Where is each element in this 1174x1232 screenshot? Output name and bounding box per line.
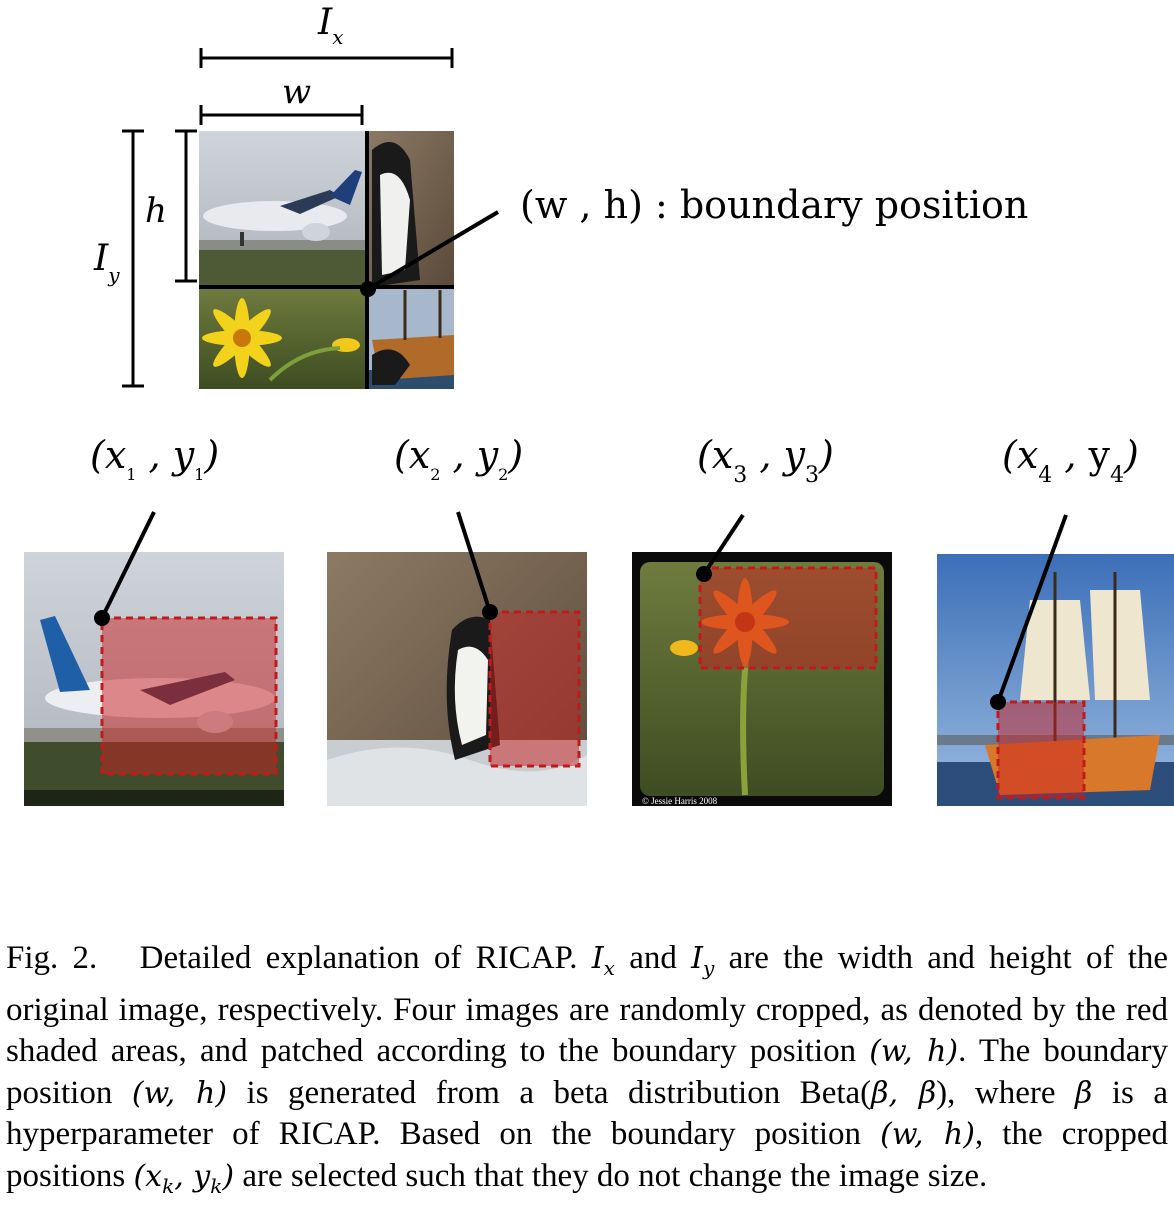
crop-point-2 xyxy=(482,604,498,620)
caption-text: are selected such that they do not change the image size. xyxy=(242,1157,988,1194)
caption-text: is a hyperparameter of RICAP. Based on the boundary position xyxy=(6,1074,1169,1152)
crop-region-2 xyxy=(490,612,579,766)
ship-tile xyxy=(367,287,454,389)
caption-text: ), where xyxy=(936,1074,1056,1111)
crop-point-4 xyxy=(990,694,1006,710)
caption-math-wh: (w, h) xyxy=(131,1075,228,1111)
Iy-label: $I_y$ xyxy=(94,238,120,287)
Ix-label: $I_x$ xyxy=(318,2,344,49)
height-dimension-h xyxy=(175,131,197,281)
caption-math-Ix: $I_x$ xyxy=(591,941,615,980)
caption-math-Iy: $I_y$ xyxy=(691,941,715,980)
caption-text: are the width and height of the original image, respectively. Four images are randomly cropped, as denoted by the red shaded areas, and patched according to the boundary position xyxy=(6,940,1169,1069)
caption-text: , the cropped positions xyxy=(6,1116,1168,1194)
crop-position-label-4: ($x_4$ , $y_4$) xyxy=(1002,433,1139,488)
airplane-photo xyxy=(24,552,284,806)
airplane-tile xyxy=(199,131,367,287)
flower-photo xyxy=(632,552,892,806)
h-label: h xyxy=(145,191,167,231)
height-dimension-Iy xyxy=(122,131,144,386)
photo-credit: © Jessie Harris 2008 xyxy=(642,796,718,806)
caption-text: is generated from a beta distribution Beta( xyxy=(246,1074,872,1111)
boundary-position-label: (w , h) : boundary position xyxy=(520,183,1029,227)
w-label: w xyxy=(282,72,312,112)
crop-point-1 xyxy=(94,610,110,626)
caption-math-wh: (w, h) xyxy=(880,1117,975,1152)
figure-label: Fig. 2. xyxy=(6,940,98,976)
crop-position-label-1: ($x_1$ , $y_1$) xyxy=(90,433,220,484)
penguin-photo xyxy=(327,552,587,806)
caption-text: and xyxy=(629,940,677,976)
ship-photo xyxy=(937,554,1174,806)
caption-text: . The boundary position xyxy=(6,1033,1169,1111)
caption-math-xkyk: ($x_k$, $y_k$) xyxy=(133,1158,235,1198)
figure-caption xyxy=(6,938,1168,1207)
width-dimension-Ix xyxy=(201,48,452,68)
caption-text: Detailed explanation of RICAP. xyxy=(139,940,578,976)
crop-region-3 xyxy=(700,568,876,668)
crop-region-1 xyxy=(102,618,276,774)
caption-math-beta-args: β, β xyxy=(871,1075,937,1111)
crop-region-4 xyxy=(998,702,1084,798)
crop-position-label-3: ($x_3$ , $y_3$) xyxy=(697,433,834,488)
flower-tile xyxy=(199,287,367,389)
crop-point-3 xyxy=(696,566,712,582)
caption-math-wh: (w, h) xyxy=(869,1034,959,1069)
boundary-point xyxy=(360,281,376,297)
caption-math-beta: β xyxy=(1075,1075,1093,1111)
crop-position-label-2: ($x_2$ , $y_2$) xyxy=(394,433,524,484)
